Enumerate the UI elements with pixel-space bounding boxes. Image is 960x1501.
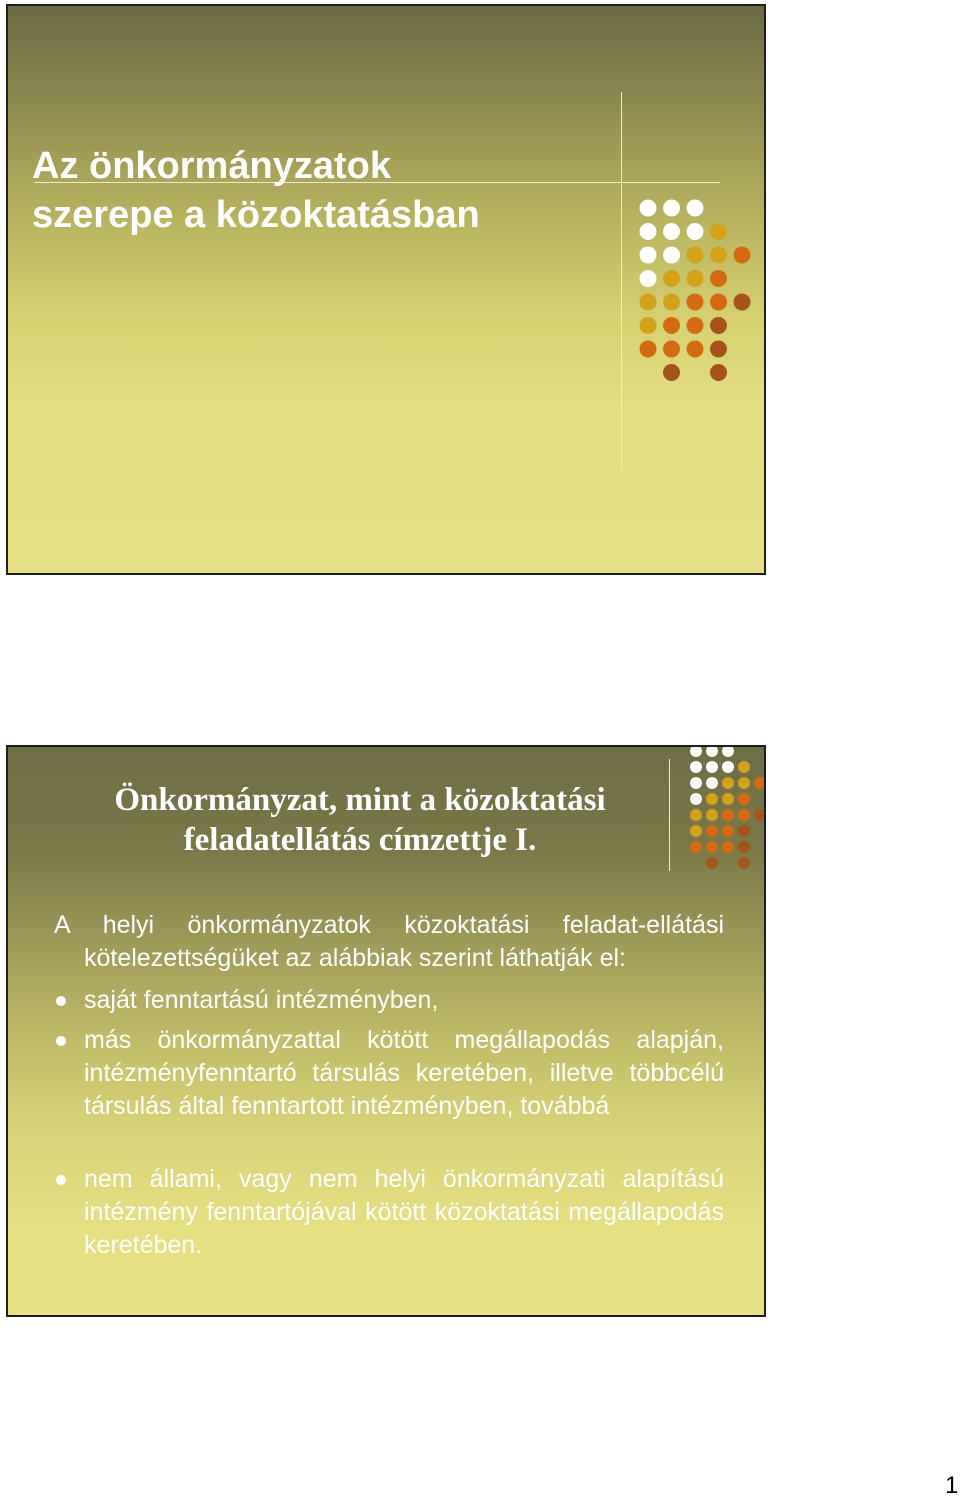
decorative-dot: [687, 223, 704, 240]
bullet-text: nem állami, vagy nem helyi önkormányzati alapítású intézmény fenntartójával kötött közoktatási megállapodás keretében.: [84, 1165, 724, 1259]
decorative-dot: [663, 341, 680, 358]
bullet-item: [84, 1024, 724, 1123]
decorative-dot: [663, 270, 680, 287]
decorative-dot: [710, 317, 727, 334]
decorative-dot: [687, 247, 704, 264]
decorative-dot: [687, 294, 704, 311]
decorative-dot: [663, 223, 680, 240]
decorative-dot: [640, 294, 657, 311]
decorative-dot-grid: [634, 196, 766, 396]
decorative-dot: [640, 223, 657, 240]
slide1-title-line2: szerepe a közoktatásban: [32, 194, 480, 236]
slide2-title: [50, 780, 670, 860]
decorative-dot: [663, 247, 680, 264]
decorative-dot: [710, 364, 727, 381]
decorative-dot: [734, 247, 751, 264]
decorative-dot: [640, 270, 657, 287]
slide1-title: [32, 142, 480, 240]
slide2-title-line2: feladatellátás címzettje I.: [183, 822, 537, 858]
vertical-divider: [621, 92, 622, 468]
decorative-dot: [687, 317, 704, 334]
bullet-text: saját fenntartású intézményben,: [84, 986, 439, 1014]
slide1-title-line1: Az önkormányzatok: [32, 145, 391, 187]
decorative-dot: [640, 317, 657, 334]
decorative-dot: [710, 270, 727, 287]
decorative-dot: [663, 364, 680, 381]
intro-paragraph: A helyi önkormányzatok közoktatási feladat-ellátási kötelezettségüket az alábbiak szerint láthatják el:: [54, 911, 724, 972]
bullet-item: [84, 1163, 724, 1262]
decorative-dot: [687, 270, 704, 287]
page-number: 1: [945, 1472, 959, 1499]
bullet-dot: [56, 1036, 66, 1046]
decorative-dot: [710, 223, 727, 240]
title-slide: [6, 4, 766, 575]
decorative-dot: [687, 341, 704, 358]
decorative-dot: [734, 294, 751, 311]
decorative-dot: [663, 317, 680, 334]
bullet-text: más önkormányzattal kötött megállapodás alapján, intézményfenntartó társulás keretében, illetve többcélú társulás által fenntartott intézményben, továbbá: [84, 1026, 724, 1120]
bullet-dot: [56, 1175, 66, 1185]
decorative-dot: [710, 341, 727, 358]
decorative-dot: [640, 341, 657, 358]
decorative-dot: [640, 247, 657, 264]
decorative-dot: [663, 200, 680, 217]
decorative-dot: [710, 247, 727, 264]
bullet-item: [84, 984, 724, 1017]
decorative-dot: [640, 200, 657, 217]
slide2-title-line1: Önkormányzat, mint a közoktatási: [114, 782, 606, 818]
decorative-dot: [687, 200, 704, 217]
decorative-dot: [710, 294, 727, 311]
decorative-dot: [663, 294, 680, 311]
bullet-dot: [56, 996, 66, 1006]
